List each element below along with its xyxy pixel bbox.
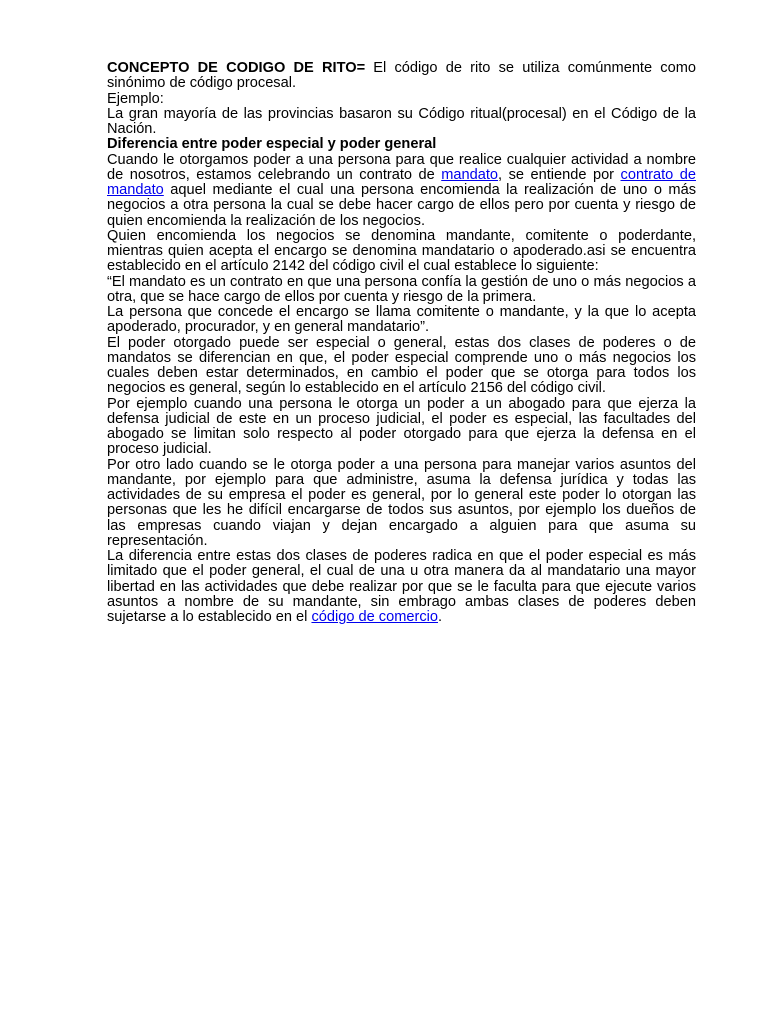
concept-label: CONCEPTO DE CODIGO DE RITO=	[107, 60, 366, 76]
paragraph-quote-2: La persona que concede el encargo se llama comitente o mandante, y la que lo acepta apoderado, procurador, y en general mandatario”.	[107, 304, 696, 336]
paragraph-diferencia	[107, 549, 696, 625]
paragraph-concept	[107, 61, 696, 92]
paragraph-poder-general: Por otro lado cuando se le otorga poder a una persona para manejar varios asuntos del mandante, por ejemplo para que administre, asuma la defensa jurídica y todas las actividades de su empresa el poder es general, por lo general este poder lo otorgan las personas que les he difícil encargarse de todos sus asuntos, por ejemplo los dueños de las empresas cuando viajan y dejan encargado a alguien para que asuma su representación.	[107, 456, 696, 549]
paragraph-mandate	[107, 153, 696, 229]
paragraph-poder-otorgado: El poder otorgado puede ser especial o general, estas dos clases de poderes o de mandatos se diferencian en que, el poder especial comprende uno o más negocios los cuales deben estar determinados, en cambio el poder que se otorga para todos los negocios es general, según lo establecido en el artículo 2156 del código civil.	[107, 334, 696, 397]
paragraph-quote-1: “El mandato es un contrato en que una persona confía la gestión de uno o más negocios a otra, que se hace cargo de ellos por cuenta y riesgo de la primera.	[107, 273, 696, 305]
concept-text: El código de rito se utiliza comúnmente como sinónimo de código procesal.	[107, 60, 696, 92]
diferencia-text-b: .	[438, 609, 443, 625]
paragraph-mandante: Quien encomienda los negocios se denomina mandante, comitente o poderdante, mientras quien acepta el encargo se denomina mandatario o apoderado.asi se encuentra establecido en el artículo 2142 del código civil el cual establece lo siguiente:	[107, 227, 696, 275]
paragraph-example: La gran mayoría de las provincias basaron su Código ritual(procesal) en el Código de la Nación.	[107, 105, 696, 137]
mandate-text-a: Cuando le otorgamos poder a una persona para que realice cualquier actividad a nombre de nosotros, estamos celebrando un contrato de	[107, 151, 696, 183]
document-page	[107, 61, 696, 625]
paragraph-example-abogado: Por ejemplo cuando una persona le otorga un poder a un abogado para que ejerza la defensa judicial de este en un proceso judicial, el poder es especial, las facultades del abogado se limitan solo respecto al poder otorgado para que ejerza la defensa en el proceso judicial.	[107, 395, 696, 458]
codigo-de-comercio-link[interactable]: código de comercio	[311, 609, 439, 625]
mandate-text-c: aquel mediante el cual una persona encomienda la realización de uno o más negocios a otra persona la cual se debe hacer cargo de ellos pero por cuenta y riesgo de quien encomienda la realización de los negocios.	[107, 182, 696, 229]
contrato-de-mandato-link[interactable]: contrato de mandato	[107, 166, 696, 198]
paragraph-example-label: Ejemplo:	[107, 90, 164, 107]
diferencia-text-a: La diferencia entre estas dos clases de poderes radica en que el poder especial es más limitado que el poder general, el cual de una u otra manera da al mandatario una mayor libertad en las actividades que debe realizar por que se le faculta para que ejecute varios asuntos a nombre de su mandante, sin embrago ambas clases de poderes deben sujetarse a lo establecido en el	[107, 548, 696, 625]
mandato-link[interactable]: mandato	[441, 166, 499, 183]
mandate-text-b: , se entiende por	[498, 166, 621, 183]
section-heading: Diferencia entre poder especial y poder general	[107, 136, 437, 153]
